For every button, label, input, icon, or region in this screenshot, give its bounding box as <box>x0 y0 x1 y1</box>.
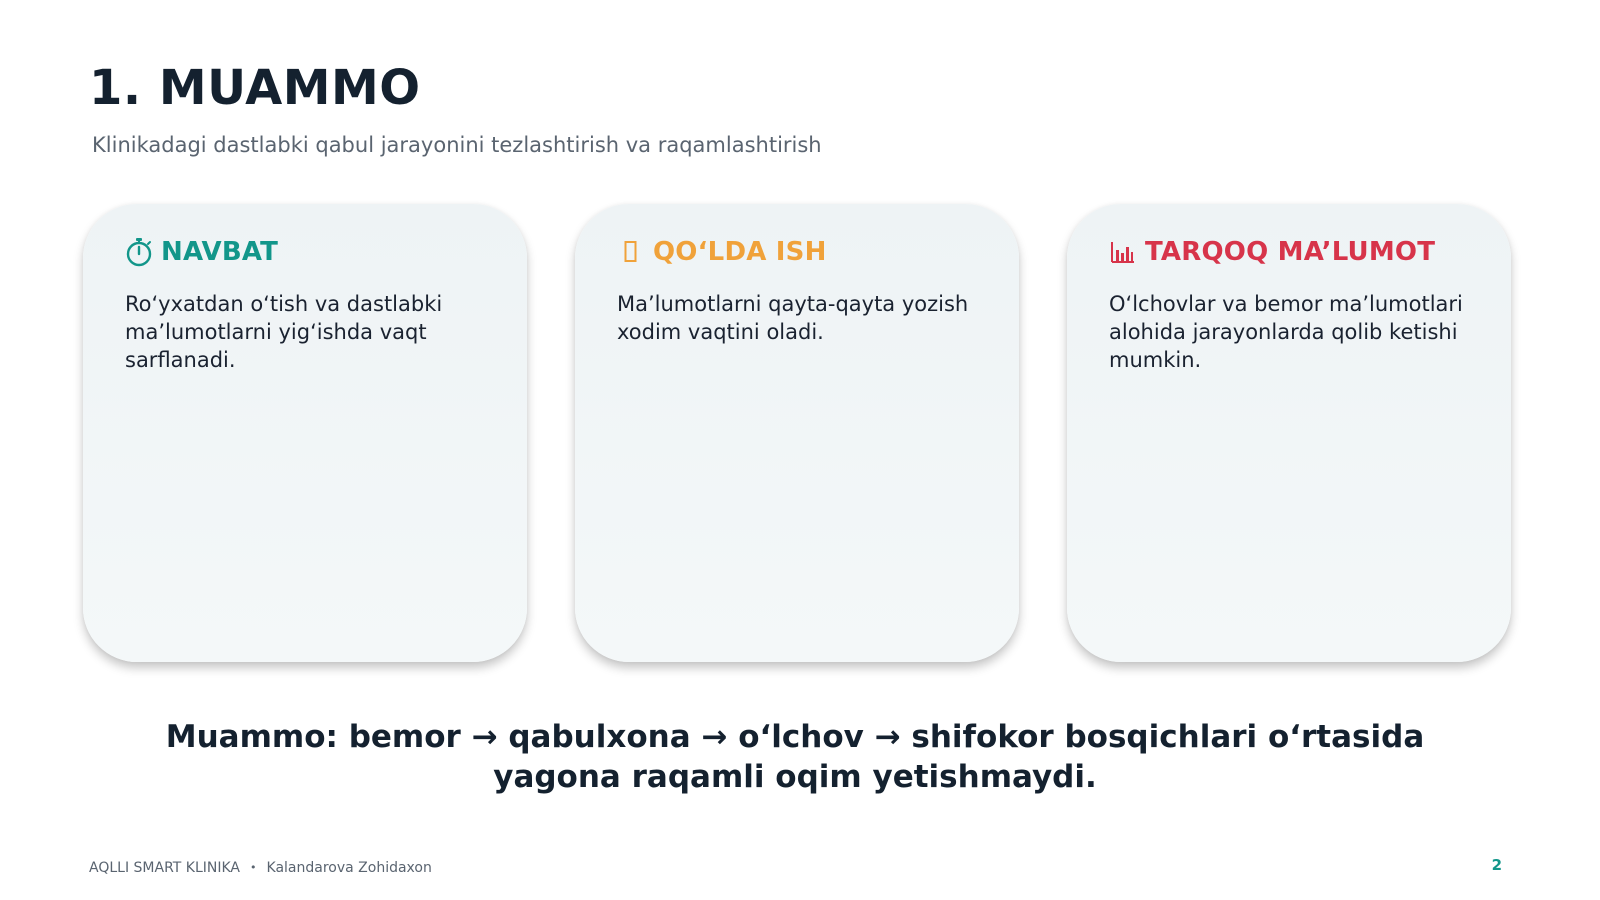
card-tarqoq-malumot <box>1067 204 1511 662</box>
card-title: NAVBAT <box>161 237 279 267</box>
conclusion-text: Muammo: bemor → qabulxona → o‘lchov → shifokor bosqichlari o‘rtasida yagona raqamli oqim yetishmaydi. <box>165 719 1425 795</box>
footer-brand: AQLLI SMART KLINIKA <box>89 860 241 876</box>
slide-subtitle: Klinikadagi dastlabki qabul jarayonini tezlashtirish va raqamlashtirish <box>92 133 822 157</box>
page-number: 2 <box>1491 856 1502 874</box>
card-title: QO‘LDA ISH <box>653 237 827 267</box>
card-header <box>125 232 491 272</box>
card-text: Ma’lumotlarni qayta-qayta yozish xodim vaqtini oladi. <box>617 292 969 344</box>
card-title: TARQOQ MA’LUMOT <box>1145 237 1436 267</box>
slide-title: 1. MUAMMO <box>89 60 421 116</box>
card-text: Ro‘yxatdan o‘tish va dastlabki ma’lumotlarni yig‘ishda vaqt sarflanadi. <box>125 292 443 372</box>
stopwatch-icon <box>125 236 153 268</box>
problem-cards <box>83 204 1513 662</box>
card-header <box>1109 232 1475 272</box>
missing-glyph-icon <box>617 236 645 268</box>
card-text: O‘lchovlar va bemor ma’lumotlari alohida jarayonlarda qolib ketishi mumkin. <box>1109 292 1463 372</box>
footer-author: Kalandarova Zohidaxon <box>266 860 432 876</box>
card-navbat <box>83 204 527 662</box>
footer-separator: • <box>250 861 257 874</box>
footer <box>89 859 432 877</box>
bar-chart-icon <box>1109 236 1137 268</box>
card-qolda-ish <box>575 204 1019 662</box>
card-header <box>617 232 983 272</box>
